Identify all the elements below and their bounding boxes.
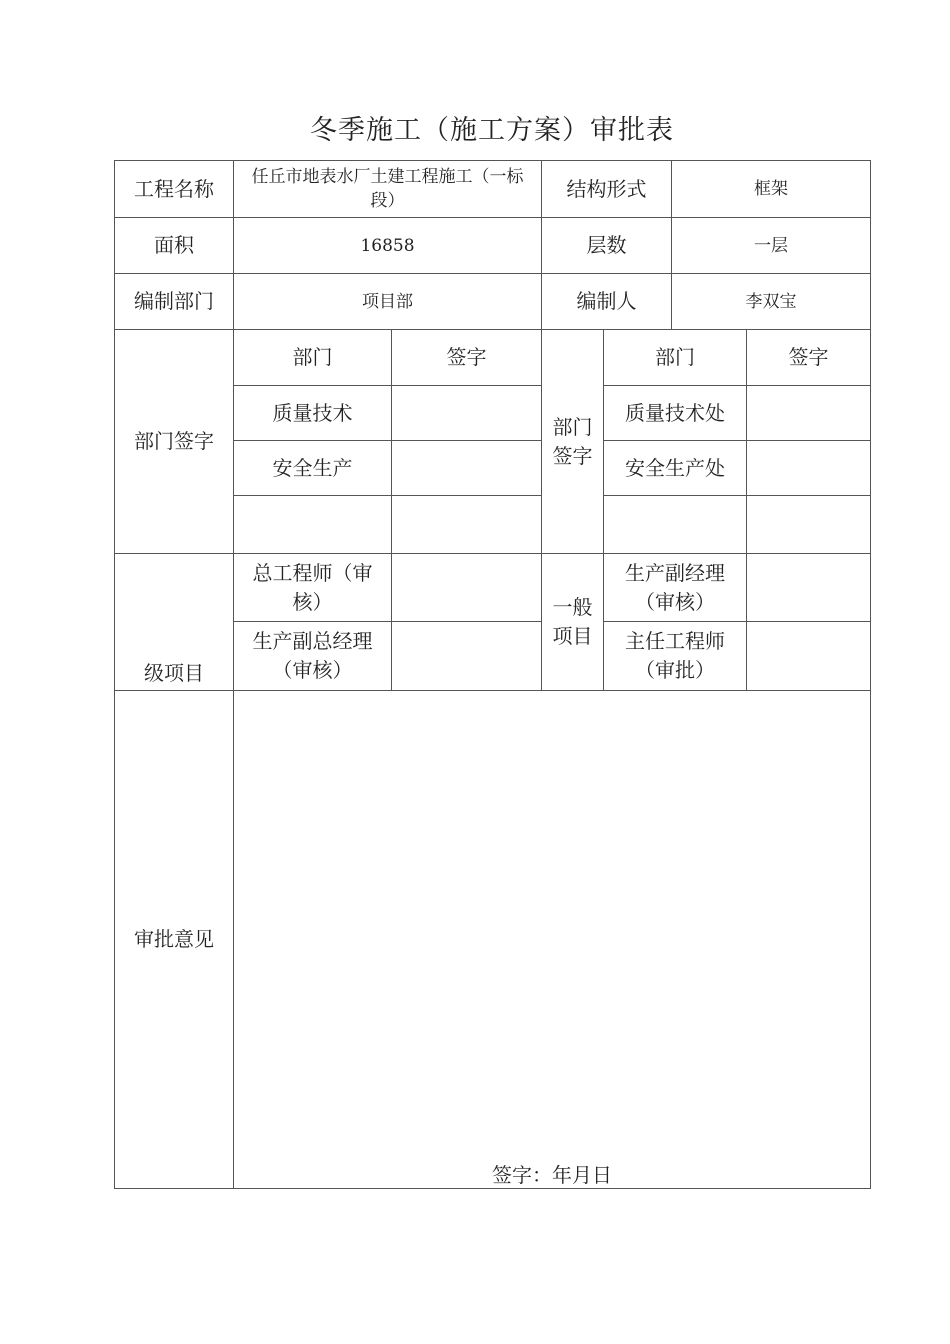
signature-date-line: 签字：年月日 — [492, 1163, 612, 1187]
sign-col-header: 签字 — [391, 329, 542, 386]
page-title: 冬季施工（施工方案）审批表 — [310, 115, 674, 146]
sign-cell-safety — [391, 440, 542, 496]
chief-engineer-approval: 主任工程师（审批） — [603, 621, 747, 691]
floors-value: 一层 — [671, 217, 871, 274]
sign-cell-quality — [391, 385, 542, 441]
structure-type-label: 结构形式 — [541, 160, 672, 218]
chief-engineer-sign — [391, 553, 542, 622]
dept-row-quality: 质量技术 — [233, 385, 392, 441]
area-value: 16858 — [233, 217, 542, 274]
project-name-value: 任丘市地表水厂土建工程施工（一标段） — [233, 160, 542, 218]
level-project-label: 级项目 — [114, 553, 234, 691]
approval-form-table — [114, 160, 871, 1189]
dept-row-safety: 安全生产 — [233, 440, 392, 496]
general-project-label: 一般项目 — [541, 553, 604, 691]
deputy-manager-review: 生产副经理（审核） — [603, 553, 747, 622]
deputy-manager-sign — [746, 553, 871, 622]
area-label: 面积 — [114, 217, 234, 274]
dept-sign-label: 部门签字 — [114, 329, 234, 554]
deputy-gm-review: 生产副总经理（审核） — [233, 621, 392, 691]
chief-engineer-approval-sign — [746, 621, 871, 691]
dept-row-empty — [233, 495, 392, 554]
floors-label: 层数 — [541, 217, 672, 274]
compiling-dept-label: 编制部门 — [114, 273, 234, 330]
sign-cell-empty — [391, 495, 542, 554]
chief-engineer-review: 总工程师（审核） — [233, 553, 392, 622]
dept-sign-mid-label: 部门签字 — [541, 329, 604, 554]
project-name-label: 工程名称 — [114, 160, 234, 218]
deputy-gm-sign — [391, 621, 542, 691]
right-sign-col-header: 签字 — [746, 329, 871, 386]
right-sign-cell-empty — [746, 495, 871, 554]
right-dept-row-empty — [603, 495, 747, 554]
structure-type-value: 框架 — [671, 160, 871, 218]
compiler-label: 编制人 — [541, 273, 672, 330]
approval-opinion-field — [233, 690, 871, 1189]
approval-opinion-label: 审批意见 — [114, 690, 234, 1189]
right-dept-row-safety: 安全生产处 — [603, 440, 747, 496]
right-dept-row-quality: 质量技术处 — [603, 385, 747, 441]
compiling-dept-value: 项目部 — [233, 273, 542, 330]
right-sign-cell-quality — [746, 385, 871, 441]
right-sign-cell-safety — [746, 440, 871, 496]
dept-col-header: 部门 — [233, 329, 392, 386]
right-dept-col-header: 部门 — [603, 329, 747, 386]
compiler-value: 李双宝 — [671, 273, 871, 330]
